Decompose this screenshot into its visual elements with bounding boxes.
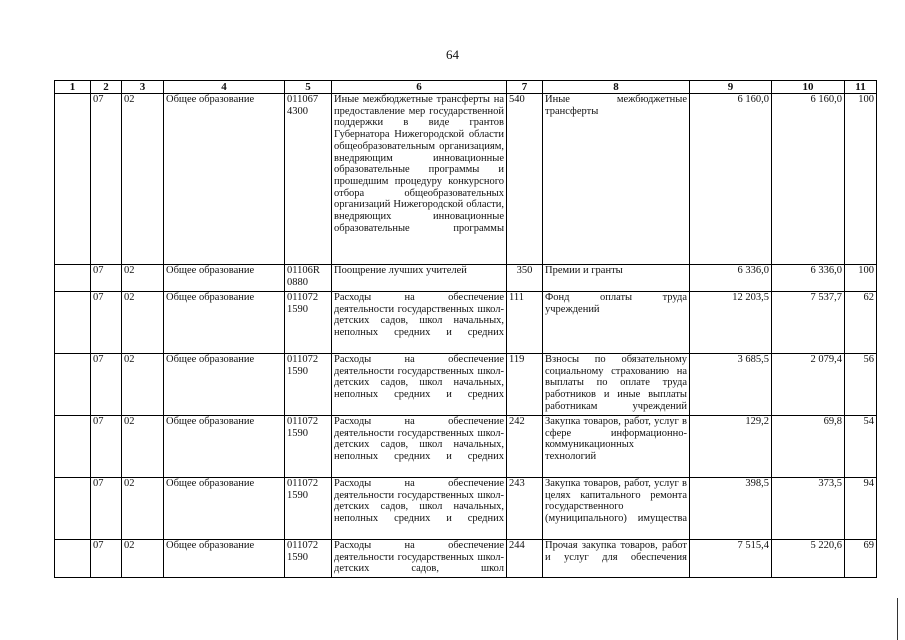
- cell-expense-code: 540: [507, 94, 543, 265]
- cell-planned: 3 685,5: [690, 354, 772, 416]
- cell-expense-name: Фонд оплаты труда учреждений: [543, 292, 690, 354]
- cell-subsection: 02: [122, 540, 164, 578]
- cell-section-name: Общее образование: [164, 94, 285, 265]
- cell-expense-code: 242: [507, 416, 543, 478]
- cell-planned: 12 203,5: [690, 292, 772, 354]
- page-number: 64: [446, 47, 459, 62]
- cell-target-code: 011072 1590: [285, 540, 332, 578]
- cell-percent: 100: [845, 265, 877, 292]
- cell-col1: [55, 292, 91, 354]
- cell-planned: 129,2: [690, 416, 772, 478]
- cell-col1: [55, 265, 91, 292]
- cell-actual: 373,5: [772, 478, 845, 540]
- cell-expense-name: Взносы по обязательному социальному страхованию на выплаты по оплате труда работников и иные выплаты работникам учреждений: [543, 354, 690, 416]
- cell-target-code: 011067 4300: [285, 94, 332, 265]
- cell-section: 07: [91, 416, 122, 478]
- cell-section-name: Общее образование: [164, 265, 285, 292]
- budget-table: [54, 80, 877, 578]
- cell-percent: 54: [845, 416, 877, 478]
- cell-section: 07: [91, 94, 122, 265]
- cell-actual: 7 537,7: [772, 292, 845, 354]
- cell-expense-code: 244: [507, 540, 543, 578]
- cell-target-name: Расходы на обеспечение деятельности государственных школ-детских садов, школ начальных, неполных средних и средних: [332, 416, 507, 478]
- cell-expense-name: Закупка товаров, работ, услуг в сфере информационно-коммуникационных технологий: [543, 416, 690, 478]
- cell-col1: [55, 354, 91, 416]
- cell-subsection: 02: [122, 292, 164, 354]
- cell-actual: 6 160,0: [772, 94, 845, 265]
- cell-planned: 398,5: [690, 478, 772, 540]
- cell-planned: 6 160,0: [690, 94, 772, 265]
- cell-section: 07: [91, 540, 122, 578]
- cell-expense-name: Прочая закупка товаров, работ и услуг для обеспечения: [543, 540, 690, 578]
- cell-section-name: Общее образование: [164, 540, 285, 578]
- cell-target-code: 011072 1590: [285, 478, 332, 540]
- cell-target-code: 011072 1590: [285, 292, 332, 354]
- cell-section: 07: [91, 292, 122, 354]
- cell-col1: [55, 478, 91, 540]
- cell-target-code: 011072 1590: [285, 416, 332, 478]
- cell-subsection: 02: [122, 94, 164, 265]
- cell-target-name: Расходы на обеспечение деятельности государственных школ-детских садов, школ: [332, 540, 507, 578]
- cell-expense-code: 243: [507, 478, 543, 540]
- table-row: [55, 540, 877, 578]
- table-row: [55, 354, 877, 416]
- cell-target-code: 01106R 0880: [285, 265, 332, 292]
- cell-subsection: 02: [122, 265, 164, 292]
- col-header-3: 3: [122, 81, 164, 94]
- cell-section: 07: [91, 354, 122, 416]
- cell-percent: 100: [845, 94, 877, 265]
- table-row: [55, 292, 877, 354]
- cell-section: 07: [91, 478, 122, 540]
- cell-section-name: Общее образование: [164, 292, 285, 354]
- cell-percent: 62: [845, 292, 877, 354]
- cell-target-name: Расходы на обеспечение деятельности государственных школ-детских садов, школ начальных, неполных средних и средних: [332, 478, 507, 540]
- cell-target-name: Расходы на обеспечение деятельности государственных школ-детских садов, школ начальных, неполных средних и средних: [332, 354, 507, 416]
- cell-actual: 6 336,0: [772, 265, 845, 292]
- cell-subsection: 02: [122, 478, 164, 540]
- cell-expense-code: 119: [507, 354, 543, 416]
- col-header-5: 5: [285, 81, 332, 94]
- cell-target-code: 011072 1590: [285, 354, 332, 416]
- cell-section-name: Общее образование: [164, 354, 285, 416]
- cell-planned: 7 515,4: [690, 540, 772, 578]
- cell-expense-name: Премии и гранты: [543, 265, 690, 292]
- cell-target-name: Иные межбюджетные трансферты на предоставление мер государственной поддержки в виде грантов Губернатора Нижегородской области общеобразовательным организациям, внедряющим инновационные образовательные программы и прошедшим процедуру конкурсного отбора общеобразовательных организаций Нижегородской области, внедряющих инновационные образовательные программы: [332, 94, 507, 265]
- cell-planned: 6 336,0: [690, 265, 772, 292]
- col-header-11: 11: [845, 81, 877, 94]
- cell-expense-name: Иные межбюджетные трансферты: [543, 94, 690, 265]
- header-row: [55, 81, 877, 94]
- cell-section: 07: [91, 265, 122, 292]
- cell-section-name: Общее образование: [164, 478, 285, 540]
- col-header-4: 4: [164, 81, 285, 94]
- table-row: [55, 94, 877, 265]
- cell-percent: 56: [845, 354, 877, 416]
- col-header-9: 9: [690, 81, 772, 94]
- cell-subsection: 02: [122, 354, 164, 416]
- cell-col1: [55, 416, 91, 478]
- col-header-7: 7: [507, 81, 543, 94]
- cell-actual: 5 220,6: [772, 540, 845, 578]
- cell-percent: 94: [845, 478, 877, 540]
- table-row: [55, 416, 877, 478]
- cell-section-name: Общее образование: [164, 416, 285, 478]
- col-header-10: 10: [772, 81, 845, 94]
- cell-expense-code: 111: [507, 292, 543, 354]
- cell-percent: 69: [845, 540, 877, 578]
- table-row: [55, 478, 877, 540]
- cell-actual: 69,8: [772, 416, 845, 478]
- cell-actual: 2 079,4: [772, 354, 845, 416]
- cell-target-name: Расходы на обеспечение деятельности государственных школ-детских садов, школ начальных, неполных средних и средних: [332, 292, 507, 354]
- table-row: [55, 265, 877, 292]
- col-header-8: 8: [543, 81, 690, 94]
- col-header-2: 2: [91, 81, 122, 94]
- cell-col1: [55, 540, 91, 578]
- cell-col1: [55, 94, 91, 265]
- scan-edge-line: [897, 598, 905, 640]
- cell-expense-code: 350: [507, 265, 543, 292]
- cell-expense-name: Закупка товаров, работ, услуг в целях капитального ремонта государственного (муниципального) имущества: [543, 478, 690, 540]
- col-header-1: 1: [55, 81, 91, 94]
- cell-subsection: 02: [122, 416, 164, 478]
- cell-target-name: Поощрение лучших учителей: [332, 265, 507, 292]
- col-header-6: 6: [332, 81, 507, 94]
